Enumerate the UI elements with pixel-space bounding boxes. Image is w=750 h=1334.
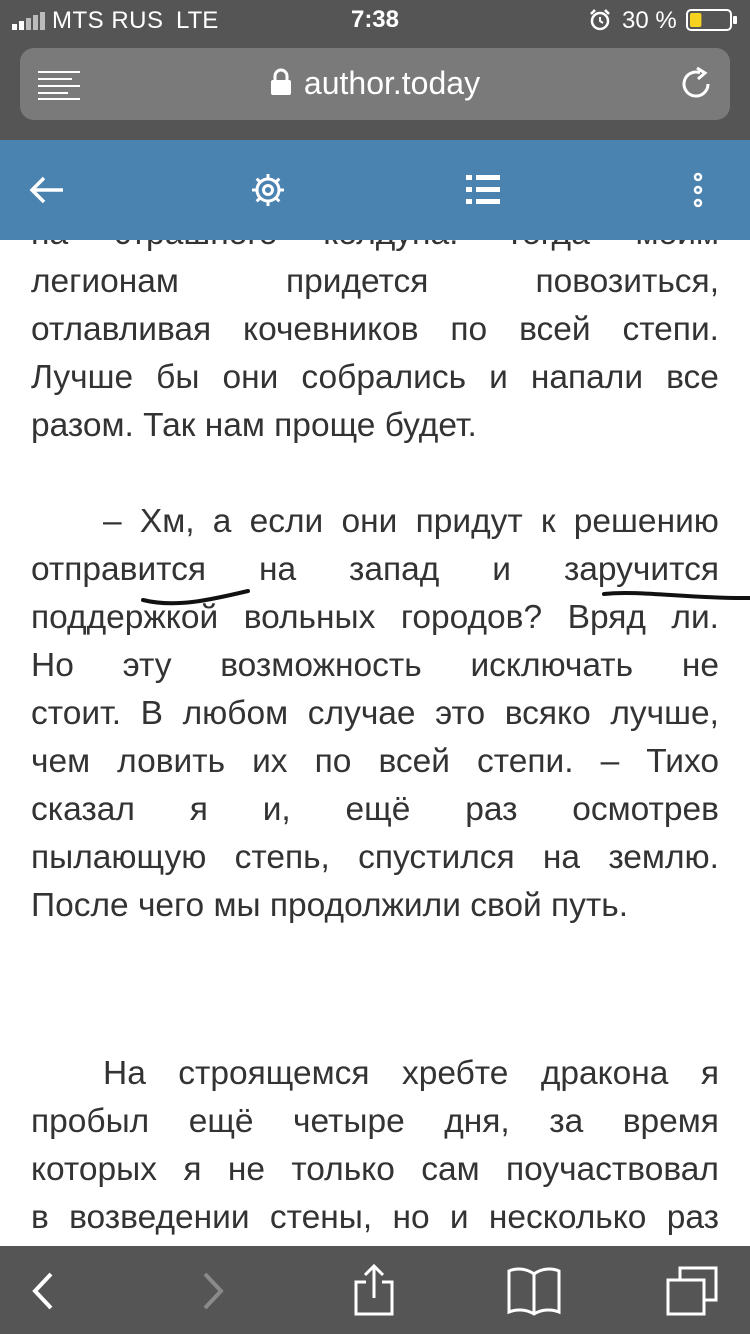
text-line: После чего мы продолжили свой путь. (31, 887, 629, 924)
url-display[interactable] (20, 65, 730, 102)
gear-icon[interactable] (248, 170, 288, 210)
status-time: 7:38 (350, 6, 400, 33)
lock-icon (270, 68, 292, 96)
back-arrow-icon[interactable] (27, 170, 67, 210)
text-line-content: – Хм, а если они придут к решению (103, 503, 719, 540)
reader-content[interactable] (0, 240, 750, 1246)
address-bar[interactable] (20, 48, 730, 120)
text-line: чем ловить их по всей степи. – Тихо (31, 743, 719, 780)
text-line: пылающую степь, спустился на землю. (31, 839, 719, 876)
more-vertical-icon[interactable] (678, 170, 718, 210)
battery-icon (686, 9, 738, 31)
network-type: LTE (176, 7, 219, 34)
battery-percentage: 30 % (622, 7, 677, 34)
text-line (31, 1050, 719, 1098)
reader-toolbar (0, 140, 750, 240)
text-line: отправится на запад и заручится (31, 551, 719, 588)
chapters-list-icon[interactable] (463, 170, 503, 210)
text-line (31, 498, 719, 546)
forward-chevron-icon[interactable] (184, 1264, 240, 1318)
text-line: стоит. В любом случае это всяко лучше, (31, 695, 719, 732)
paragraph (31, 210, 719, 450)
text-line: разом. Так нам проще будет. (31, 407, 477, 444)
text-line: Но эту возможность исключать не (31, 647, 719, 684)
text-line: которых я не только сам поучаствовал (31, 1151, 719, 1188)
tabs-icon[interactable] (664, 1264, 720, 1318)
browser-chrome (0, 0, 750, 140)
text-line: поддержкой вольных городов? Вряд ли. (31, 599, 719, 636)
paragraph (31, 1050, 719, 1242)
browser-bottom-bar (0, 1246, 750, 1334)
status-bar (0, 0, 750, 42)
text-line: сказал я и, ещё раз осмотрев (31, 791, 719, 828)
reload-icon[interactable] (678, 66, 714, 102)
share-icon[interactable] (346, 1264, 402, 1318)
text-line: пробыл ещё четыре дня, за время (31, 1103, 719, 1140)
back-chevron-icon[interactable] (16, 1264, 72, 1318)
alarm-icon (588, 8, 612, 32)
carrier-name: MTS RUS (52, 7, 164, 34)
paragraph (31, 498, 719, 930)
bookmarks-icon[interactable] (506, 1264, 562, 1318)
text-line: легионам придется повозиться, (31, 263, 719, 300)
url-text: author.today (303, 65, 481, 101)
text-line: отлавливая кочевников по всей степи. (31, 311, 719, 348)
text-line: Лучше бы они собрались и напали все (31, 359, 719, 396)
text-line: в возведении стены, но и несколько раз (31, 1199, 719, 1236)
text-line-content: На строящемся хребте дракона я (103, 1055, 719, 1092)
